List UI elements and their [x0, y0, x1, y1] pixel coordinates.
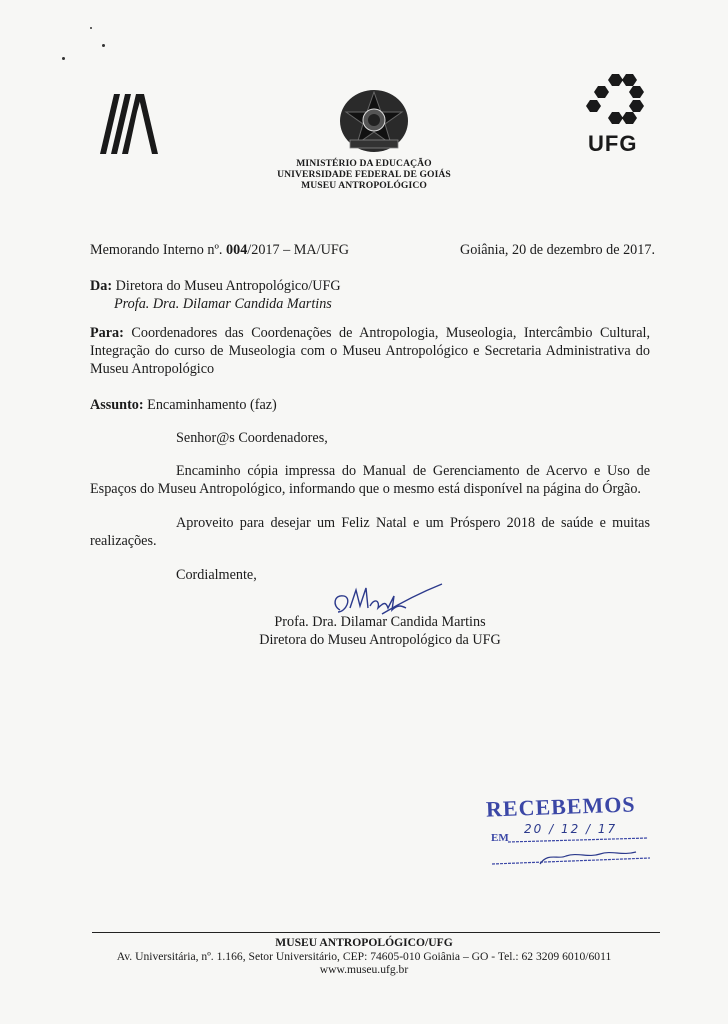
- subject-value: Encaminhamento (faz): [147, 397, 277, 413]
- footer: [0, 936, 728, 977]
- memo-date: Goiânia, 20 de dezembro de 2017.: [459, 242, 655, 258]
- from-block: [90, 277, 660, 313]
- from-value: Diretora do Museu Antropológico/UFG: [115, 278, 341, 294]
- footer-title: MUSEU ANTROPOLÓGICO/UFG: [275, 936, 453, 949]
- to-value: Coordenadores das Coordenações de Antropologia, Museologia, Intercâmbio Cultural, Integração do curso de Museologia com o Museu Antropológico e Secretaria Administrativa do Museu Antropológico: [90, 325, 650, 377]
- salutation: Senhor@s Coordenadores,: [176, 430, 328, 446]
- stamp-lines: [488, 830, 654, 876]
- from-label: Da:: [90, 278, 113, 294]
- footer-address: Av. Universitária, nº. 1.166, Setor Universitário, CEP: 74605-010 Goiânia – GO - Tel.: 62 3209 6010/6011: [116, 949, 612, 963]
- subject-block: [90, 396, 277, 414]
- memo-ref-prefix: Memorando Interno nº.: [90, 242, 226, 258]
- closing: Cordialmente,: [176, 567, 257, 583]
- scan-speck: [90, 27, 92, 29]
- body-paragraph-1: Encaminho cópia impressa do Manual de Gerenciamento de Acervo e Uso de Espaços do Museu Antropológico, informando que o mesmo está disponível na página do Órgão.: [90, 463, 650, 497]
- museum-logo-icon: [100, 92, 160, 156]
- footer-website: www.museu.ufg.br: [319, 963, 409, 976]
- handwritten-signature: [322, 578, 446, 618]
- from-name: Profa. Dra. Dilamar Candida Martins: [114, 296, 332, 312]
- scan-speck: [102, 44, 105, 47]
- received-stamp: RECEBEMOS: [485, 791, 636, 822]
- signatory-name: Profa. Dra. Dilamar Candida Martins: [274, 614, 486, 630]
- signature-block: [220, 613, 540, 649]
- header-museum: MUSEU ANTROPOLÓGICO: [301, 180, 427, 191]
- stamp-em-label: EM: [491, 832, 509, 844]
- header-ministry: MINISTÉRIO DA EDUCAÇÃO: [296, 158, 432, 169]
- header-university: UNIVERSIDADE FEDERAL DE GOIÁS: [277, 169, 451, 180]
- signatory-title: Diretora do Museu Antropológico da UFG: [259, 632, 501, 648]
- stamp-date: 20 / 12 / 17: [524, 822, 618, 836]
- institution-header: [0, 158, 728, 191]
- scan-speck: [62, 57, 65, 60]
- footer-divider: [92, 932, 660, 933]
- to-block: [90, 324, 650, 378]
- ufg-hexagon-logo-icon: [586, 72, 648, 128]
- memo-ref-number: 004: [226, 242, 248, 258]
- body-paragraph-2: Aproveito para desejar um Feliz Natal e um Próspero 2018 de saúde e muitas realizações.: [90, 515, 650, 549]
- memo-ref-suffix: /2017 – MA/UFG: [247, 242, 349, 258]
- memo-reference: [90, 241, 349, 259]
- subject-label: Assunto:: [90, 397, 144, 413]
- coat-of-arms-icon: [336, 88, 412, 154]
- to-label: Para:: [90, 325, 124, 341]
- ufg-logo-text: UFG: [588, 131, 638, 156]
